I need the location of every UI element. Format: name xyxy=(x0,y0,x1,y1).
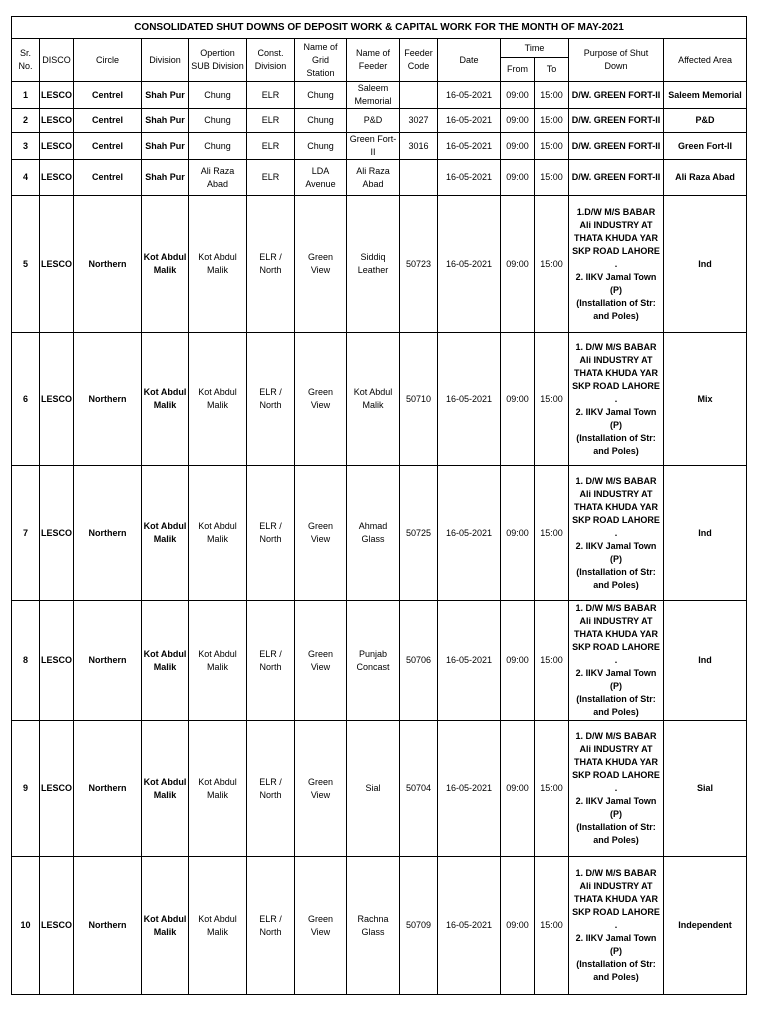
purpose-cell: D/W. GREEN FORT-II xyxy=(569,109,664,133)
date-cell: 16-05-2021 xyxy=(438,857,501,995)
disco-cell: LESCO xyxy=(40,721,74,857)
const-division-cell: ELR / North xyxy=(247,466,295,601)
time-to-cell: 15:00 xyxy=(535,196,569,333)
date-cell: 16-05-2021 xyxy=(438,601,501,721)
feeder-name-cell: Sial xyxy=(347,721,400,857)
time-to-cell: 15:00 xyxy=(535,82,569,109)
division-cell: Kot Abdul Malik xyxy=(142,857,189,995)
disco-cell: LESCO xyxy=(40,601,74,721)
grid-station-cell: Green View xyxy=(295,333,347,466)
affected-area-cell: Ind xyxy=(664,466,747,601)
grid-station-cell: Green View xyxy=(295,721,347,857)
table-row xyxy=(12,133,747,160)
division-cell: Shah Pur xyxy=(142,160,189,196)
division-cell: Kot Abdul Malik xyxy=(142,196,189,333)
table-row xyxy=(12,333,747,466)
table-row xyxy=(12,601,747,721)
purpose-cell: 1. D/W M/S BABAR Ali INDUSTRY AT THATA KHUDA YAR SKP ROAD LAHORE . 2. IIKV Jamal Town (P) (Installation of Str: and Poles) xyxy=(569,466,664,601)
sub-division-cell: Ali Raza Abad xyxy=(189,160,247,196)
header-time-from: From xyxy=(501,58,535,82)
feeder-name-cell: P&D xyxy=(347,109,400,133)
feeder-name-cell: Ali Raza Abad xyxy=(347,160,400,196)
sub-division-cell: Kot Abdul Malik xyxy=(189,196,247,333)
affected-area-cell: Ind xyxy=(664,601,747,721)
circle-cell: Centrel xyxy=(74,82,142,109)
header-purpose: Purpose of Shut Down xyxy=(569,39,664,82)
circle-cell: Centrel xyxy=(74,133,142,160)
date-cell: 16-05-2021 xyxy=(438,333,501,466)
affected-area-cell: Independent xyxy=(664,857,747,995)
sub-division-cell: Chung xyxy=(189,82,247,109)
time-to-cell: 15:00 xyxy=(535,466,569,601)
const-division-cell: ELR xyxy=(247,109,295,133)
feeder-code-cell: 3016 xyxy=(400,133,438,160)
const-division-cell: ELR / North xyxy=(247,196,295,333)
feeder-code-cell: 50709 xyxy=(400,857,438,995)
sub-division-cell: Kot Abdul Malik xyxy=(189,601,247,721)
affected-area-cell: Ali Raza Abad xyxy=(664,160,747,196)
time-from-cell: 09:00 xyxy=(501,109,535,133)
table-row xyxy=(12,82,747,109)
table-row xyxy=(12,160,747,196)
affected-area-cell: Sial xyxy=(664,721,747,857)
purpose-cell: 1. D/W M/S BABAR Ali INDUSTRY AT THATA KHUDA YAR SKP ROAD LAHORE . 2. IIKV Jamal Town (P) (Installation of Str: and Poles) xyxy=(569,333,664,466)
date-cell: 16-05-2021 xyxy=(438,466,501,601)
disco-cell: LESCO xyxy=(40,333,74,466)
circle-cell: Northern xyxy=(74,466,142,601)
disco-cell: LESCO xyxy=(40,133,74,160)
purpose-cell: 1. D/W M/S BABAR Ali INDUSTRY AT THATA KHUDA YAR SKP ROAD LAHORE . 2. IIKV Jamal Town (P) (Installation of Str: and Poles) xyxy=(569,601,664,721)
division-cell: Kot Abdul Malik xyxy=(142,721,189,857)
sub-division-cell: Chung xyxy=(189,133,247,160)
header-disco: DISCO xyxy=(40,39,74,82)
feeder-name-cell: Rachna Glass xyxy=(347,857,400,995)
grid-station-cell: Chung xyxy=(295,133,347,160)
affected-area-cell: P&D xyxy=(664,109,747,133)
sr-no-cell: 10 xyxy=(12,857,40,995)
const-division-cell: ELR / North xyxy=(247,857,295,995)
purpose-cell: 1. D/W M/S BABAR Ali INDUSTRY AT THATA KHUDA YAR SKP ROAD LAHORE . 2. IIKV Jamal Town (P) (Installation of Str: and Poles) xyxy=(569,857,664,995)
sub-division-cell: Kot Abdul Malik xyxy=(189,721,247,857)
document-title: CONSOLIDATED SHUT DOWNS OF DEPOSIT WORK & CAPITAL WORK FOR THE MONTH OF MAY-2021 xyxy=(12,17,747,39)
disco-cell: LESCO xyxy=(40,466,74,601)
table-row xyxy=(12,109,747,133)
table-row xyxy=(12,857,747,995)
feeder-name-cell: Kot Abdul Malik xyxy=(347,333,400,466)
circle-cell: Northern xyxy=(74,721,142,857)
time-from-cell: 09:00 xyxy=(501,721,535,857)
disco-cell: LESCO xyxy=(40,82,74,109)
table-row xyxy=(12,196,747,333)
const-division-cell: ELR / North xyxy=(247,333,295,466)
sub-division-cell: Kot Abdul Malik xyxy=(189,466,247,601)
feeder-name-cell: Green Fort- II xyxy=(347,133,400,160)
time-to-cell: 15:00 xyxy=(535,133,569,160)
grid-station-cell: Chung xyxy=(295,109,347,133)
feeder-name-cell: Saleem Memorial xyxy=(347,82,400,109)
division-cell: Kot Abdul Malik xyxy=(142,466,189,601)
const-division-cell: ELR xyxy=(247,160,295,196)
time-from-cell: 09:00 xyxy=(501,133,535,160)
feeder-name-cell: Siddiq Leather xyxy=(347,196,400,333)
feeder-code-cell: 50710 xyxy=(400,333,438,466)
purpose-cell: D/W. GREEN FORT-II xyxy=(569,133,664,160)
sr-no-cell: 8 xyxy=(12,601,40,721)
sr-no-cell: 9 xyxy=(12,721,40,857)
sr-no-cell: 6 xyxy=(12,333,40,466)
division-cell: Kot Abdul Malik xyxy=(142,601,189,721)
purpose-cell: 1. D/W M/S BABAR Ali INDUSTRY AT THATA KHUDA YAR SKP ROAD LAHORE . 2. IIKV Jamal Town (P) (Installation of Str: and Poles) xyxy=(569,721,664,857)
header-const-division: Const. Division xyxy=(247,39,295,82)
sub-division-cell: Kot Abdul Malik xyxy=(189,333,247,466)
time-from-cell: 09:00 xyxy=(501,857,535,995)
const-division-cell: ELR / North xyxy=(247,601,295,721)
affected-area-cell: Saleem Memorial xyxy=(664,82,747,109)
affected-area-cell: Green Fort-II xyxy=(664,133,747,160)
const-division-cell: ELR xyxy=(247,133,295,160)
grid-station-cell: Green View xyxy=(295,601,347,721)
header-grid-station: Name of Grid Station xyxy=(295,39,347,82)
purpose-cell: 1.D/W M/S BABAR Ali INDUSTRY AT THATA KHUDA YAR SKP ROAD LAHORE . 2. IIKV Jamal Town (P) (Installation of Str: and Poles) xyxy=(569,196,664,333)
time-from-cell: 09:00 xyxy=(501,333,535,466)
circle-cell: Centrel xyxy=(74,160,142,196)
circle-cell: Northern xyxy=(74,601,142,721)
disco-cell: LESCO xyxy=(40,196,74,333)
header-feeder-code: Feeder Code xyxy=(400,39,438,82)
sr-no-cell: 7 xyxy=(12,466,40,601)
feeder-code-cell xyxy=(400,82,438,109)
header-date: Date xyxy=(438,39,501,82)
affected-area-cell: Ind xyxy=(664,196,747,333)
date-cell: 16-05-2021 xyxy=(438,82,501,109)
header-time-to: To xyxy=(535,58,569,82)
date-cell: 16-05-2021 xyxy=(438,160,501,196)
shutdown-table xyxy=(11,16,747,995)
division-cell: Shah Pur xyxy=(142,109,189,133)
feeder-code-cell: 50725 xyxy=(400,466,438,601)
feeder-code-cell: 3027 xyxy=(400,109,438,133)
time-to-cell: 15:00 xyxy=(535,333,569,466)
time-to-cell: 15:00 xyxy=(535,721,569,857)
sub-division-cell: Kot Abdul Malik xyxy=(189,857,247,995)
time-from-cell: 09:00 xyxy=(501,601,535,721)
division-cell: Kot Abdul Malik xyxy=(142,333,189,466)
disco-cell: LESCO xyxy=(40,857,74,995)
time-from-cell: 09:00 xyxy=(501,82,535,109)
header-circle: Circle xyxy=(74,39,142,82)
feeder-name-cell: Punjab Concast xyxy=(347,601,400,721)
time-to-cell: 15:00 xyxy=(535,160,569,196)
sr-no-cell: 5 xyxy=(12,196,40,333)
purpose-cell: D/W. GREEN FORT-II xyxy=(569,82,664,109)
circle-cell: Northern xyxy=(74,196,142,333)
grid-station-cell: Green View xyxy=(295,857,347,995)
feeder-code-cell: 50704 xyxy=(400,721,438,857)
time-to-cell: 15:00 xyxy=(535,109,569,133)
feeder-name-cell: Ahmad Glass xyxy=(347,466,400,601)
circle-cell: Centrel xyxy=(74,109,142,133)
time-from-cell: 09:00 xyxy=(501,160,535,196)
sub-division-cell: Chung xyxy=(189,109,247,133)
header-feeder-name: Name of Feeder xyxy=(347,39,400,82)
time-from-cell: 09:00 xyxy=(501,466,535,601)
table-row xyxy=(12,721,747,857)
sr-no-cell: 3 xyxy=(12,133,40,160)
feeder-code-cell: 50706 xyxy=(400,601,438,721)
header-time: Time xyxy=(501,39,569,58)
grid-station-cell: Green View xyxy=(295,196,347,333)
grid-station-cell: Green View xyxy=(295,466,347,601)
circle-cell: Northern xyxy=(74,333,142,466)
date-cell: 16-05-2021 xyxy=(438,721,501,857)
division-cell: Shah Pur xyxy=(142,133,189,160)
sr-no-cell: 1 xyxy=(12,82,40,109)
division-cell: Shah Pur xyxy=(142,82,189,109)
time-to-cell: 15:00 xyxy=(535,601,569,721)
header-sr-no: Sr. No. xyxy=(12,39,40,82)
const-division-cell: ELR xyxy=(247,82,295,109)
feeder-code-cell xyxy=(400,160,438,196)
time-from-cell: 09:00 xyxy=(501,196,535,333)
date-cell: 16-05-2021 xyxy=(438,133,501,160)
table-row xyxy=(12,466,747,601)
purpose-cell: D/W. GREEN FORT-II xyxy=(569,160,664,196)
circle-cell: Northern xyxy=(74,857,142,995)
header-division: Division xyxy=(142,39,189,82)
date-cell: 16-05-2021 xyxy=(438,196,501,333)
header-affected-area: Affected Area xyxy=(664,39,747,82)
const-division-cell: ELR / North xyxy=(247,721,295,857)
disco-cell: LESCO xyxy=(40,160,74,196)
date-cell: 16-05-2021 xyxy=(438,109,501,133)
affected-area-cell: Mix xyxy=(664,333,747,466)
header-operation-sub-division: Opertion SUB Division xyxy=(189,39,247,82)
disco-cell: LESCO xyxy=(40,109,74,133)
time-to-cell: 15:00 xyxy=(535,857,569,995)
sr-no-cell: 2 xyxy=(12,109,40,133)
grid-station-cell: Chung xyxy=(295,82,347,109)
grid-station-cell: LDA Avenue xyxy=(295,160,347,196)
sr-no-cell: 4 xyxy=(12,160,40,196)
feeder-code-cell: 50723 xyxy=(400,196,438,333)
